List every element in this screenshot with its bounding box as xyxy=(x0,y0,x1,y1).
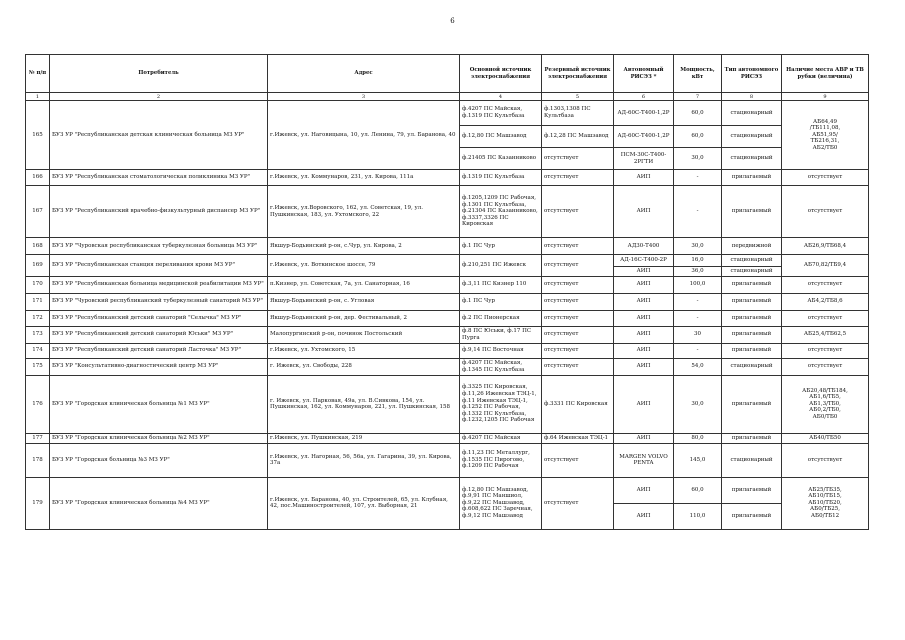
row-number: 175 xyxy=(26,358,50,375)
dock-cell: АБ26,9/ТБ68,4 xyxy=(782,238,869,255)
main-source-cell: ф.4207 ПС Майская xyxy=(460,433,542,443)
power-cell: 100,0 xyxy=(674,276,722,293)
autonomous-cell: MARGEN VOLVO PENTA xyxy=(614,443,674,477)
type-cell: прилагаемый xyxy=(722,170,782,186)
type-cell: прилагаемый xyxy=(722,343,782,358)
power-cell: 145,0 xyxy=(674,443,722,477)
autonomous-cell: АИП xyxy=(614,358,674,375)
address-cell: г.Ижевск, ул. Наговицына, 10, ул. Ленина, 79, ул. Баранова, 40 xyxy=(268,101,460,170)
power-cell: 60,0 xyxy=(674,126,722,148)
address-cell: Якшур-Бодьинский р-он, дер. Фестивальный, 2 xyxy=(268,310,460,326)
reserve-source-cell: ф.64 Ижевская ТЭЦ-1 xyxy=(542,433,614,443)
main-source-cell: ф.8 ПС Юськи, ф.17 ПС Пурга xyxy=(460,326,542,343)
type-cell: прилагаемый xyxy=(722,310,782,326)
main-source-cell: ф.1319 ПС Культбаза xyxy=(460,170,542,186)
reserve-source-cell: отсутствует xyxy=(542,343,614,358)
power-cell: 110,0 xyxy=(674,503,722,529)
reserve-source-cell: отсутствует xyxy=(542,310,614,326)
address-cell: Якшур-Бодьинский р-он, с. Угловая xyxy=(268,293,460,310)
main-source-cell: ф.1205,1209 ПС Рабочая, ф.1301 ПС Культбаза, ф.21304 ПС Казанниково, ф.3337,3326 ПС Кировская xyxy=(460,186,542,238)
autonomous-cell: ПСМ-30С-Т400-2РГТИ xyxy=(614,148,674,170)
dock-cell: АБ25,4/ТБ62,5 xyxy=(782,326,869,343)
power-cell: - xyxy=(674,310,722,326)
main-source-cell: ф.1 ПС Чур xyxy=(460,293,542,310)
main-source-cell: ф.1 ПС Чур xyxy=(460,238,542,255)
type-cell: прилагаемый xyxy=(722,276,782,293)
reserve-source-cell: отсутствует xyxy=(542,443,614,477)
reserve-source-cell: отсутствует xyxy=(542,186,614,238)
table-row xyxy=(26,170,869,186)
row-number: 169 xyxy=(26,255,50,277)
column-number: 3 xyxy=(268,93,460,101)
reserve-source-cell: отсутствует xyxy=(542,477,614,529)
main-source-cell: ф.11,23 ПС Металлург, ф.1535 ПС Пирогово, ф.1209 ПС Рабочая xyxy=(460,443,542,477)
header-reserve-source: Резервный источник электроснабжения xyxy=(542,55,614,93)
type-cell: прилагаемый xyxy=(722,433,782,443)
reserve-source-cell: отсутствует xyxy=(542,170,614,186)
consumer-cell: БУЗ УР "Чуровская республиканская туберкулезная больница МЗ УР" xyxy=(50,238,268,255)
column-number-row xyxy=(26,93,869,101)
type-cell: стационарный xyxy=(722,126,782,148)
autonomous-cell: АИП xyxy=(614,267,674,277)
reserve-source-cell: ф.12,28 ПС Машзавод xyxy=(542,126,614,148)
dock-cell: АБ20,48/ТБ184, АБ1,6/ТБ5, АБ1,3/ТБ0, АБ0,2/ТБ0, АБ0/ТБ0 xyxy=(782,375,869,433)
power-cell: 30,0 xyxy=(674,148,722,170)
row-number: 170 xyxy=(26,276,50,293)
autonomous-cell: АИП xyxy=(614,503,674,529)
power-cell: 60,0 xyxy=(674,101,722,126)
address-cell: г. Ижевск, ул. Парковая, 49а, ул. В.Сивкова, 154, ул. Пушкинская, 162, ул. Коммунаров, 221, ул. Пушкинская, 158 xyxy=(268,375,460,433)
type-cell: прилагаемый xyxy=(722,375,782,433)
header-consumer: Потребитель xyxy=(50,55,268,93)
main-source-cell: ф.3,11 ПС Кизнер 110 xyxy=(460,276,542,293)
reserve-source-cell: отсутствует xyxy=(542,293,614,310)
reserve-source-cell: отсутствует xyxy=(542,148,614,170)
table-row xyxy=(26,477,869,503)
autonomous-cell: АИП xyxy=(614,293,674,310)
column-number: 7 xyxy=(674,93,722,101)
column-number: 1 xyxy=(26,93,50,101)
type-cell: стационарный xyxy=(722,443,782,477)
main-source-cell: ф.2 ПС Пионерская xyxy=(460,310,542,326)
page-number: 6 xyxy=(450,17,455,25)
power-cell: 30 xyxy=(674,326,722,343)
power-cell: 30,0 xyxy=(674,238,722,255)
power-cell: - xyxy=(674,186,722,238)
row-number: 177 xyxy=(26,433,50,443)
header-autonomous: Автономный РИСЭЗ * xyxy=(614,55,674,93)
power-cell: 30,0 xyxy=(674,375,722,433)
autonomous-cell: АИП xyxy=(614,477,674,503)
row-number: 178 xyxy=(26,443,50,477)
row-number: 179 xyxy=(26,477,50,529)
header-type: Тип автономного РИСЭЗ xyxy=(722,55,782,93)
address-cell: г.Ижевск, ул. Воткинское шоссе, 79 xyxy=(268,255,460,277)
table-row xyxy=(26,358,869,375)
header-main-source: Основной источник электроснабжения xyxy=(460,55,542,93)
dock-cell: отсутствует xyxy=(782,443,869,477)
dock-cell: отсутствует xyxy=(782,170,869,186)
main-source-cell: ф.4207 ПС Майская, ф.1345 ПС Культбаза xyxy=(460,358,542,375)
autonomous-cell: АИП xyxy=(614,170,674,186)
table-row xyxy=(26,186,869,238)
power-cell: 36,0 xyxy=(674,267,722,277)
power-cell: - xyxy=(674,343,722,358)
row-number: 173 xyxy=(26,326,50,343)
reserve-source-cell: отсутствует xyxy=(542,238,614,255)
type-cell: стационарный xyxy=(722,358,782,375)
main-source-cell: ф.9,14 ПС Восточная xyxy=(460,343,542,358)
table-row xyxy=(26,255,869,267)
power-cell: 80,0 xyxy=(674,433,722,443)
column-number: 6 xyxy=(614,93,674,101)
address-cell: г. Ижевск, ул. Свободы, 228 xyxy=(268,358,460,375)
address-cell: г.Ижевск, ул.Воровского, 162, ул. Советская, 19, ул. Пушкинская, 183, ул. Ухтомского, 22 xyxy=(268,186,460,238)
address-cell: Якшур-Бодьинский р-он, с.Чур, ул. Кирова, 2 xyxy=(268,238,460,255)
type-cell: прилагаемый xyxy=(722,503,782,529)
consumer-cell: БУЗ УР "Консультативно-диагностический центр МЗ УР" xyxy=(50,358,268,375)
autonomous-cell: АД-16С-Т400-2Р xyxy=(614,255,674,267)
consumer-cell: БУЗ УР "Городская больница №3 МЗ УР" xyxy=(50,443,268,477)
autonomous-cell: АИП xyxy=(614,433,674,443)
row-number: 165 xyxy=(26,101,50,170)
header-address: Адрес xyxy=(268,55,460,93)
type-cell: прилагаемый xyxy=(722,326,782,343)
address-cell: г.Ижевск, ул. Нагорная, 56, 56а, ул. Гагарина, 39, ул. Кирова, 37а xyxy=(268,443,460,477)
consumer-cell: БУЗ УР "Республиканская станция переливания крови МЗ УР" xyxy=(50,255,268,277)
address-cell: г.Ижевск, ул. Пушкинская, 219 xyxy=(268,433,460,443)
type-cell: стационарный xyxy=(722,101,782,126)
consumer-cell: БУЗ УР "Республиканская стоматологическая поликлиника МЗ УР" xyxy=(50,170,268,186)
dock-cell: отсутствует xyxy=(782,343,869,358)
dock-cell: АБ40/ТБ50 xyxy=(782,433,869,443)
dock-cell: отсутствует xyxy=(782,358,869,375)
dock-cell: АБ70,82/ТБ9,4 xyxy=(782,255,869,277)
autonomous-cell: АД30-Т400 xyxy=(614,238,674,255)
consumer-cell: БУЗ УР "Республиканский детский санаторий Ласточка" МЗ УР" xyxy=(50,343,268,358)
column-number: 5 xyxy=(542,93,614,101)
consumer-cell: БУЗ УР "Городская клиническая больница №4 МЗ УР" xyxy=(50,477,268,529)
reserve-source-cell: отсутствует xyxy=(542,255,614,277)
autonomous-cell: АИП xyxy=(614,276,674,293)
reserve-source-cell: ф.3331 ПС Кировская xyxy=(542,375,614,433)
column-number: 2 xyxy=(50,93,268,101)
table-row xyxy=(26,101,869,126)
table-header-row xyxy=(26,55,869,93)
dock-cell: отсутствует xyxy=(782,276,869,293)
row-number: 171 xyxy=(26,293,50,310)
table-row xyxy=(26,238,869,255)
consumer-cell: БУЗ УР "Республиканский врачебно-физкультурный диспансер МЗ УР" xyxy=(50,186,268,238)
row-number: 174 xyxy=(26,343,50,358)
consumer-cell: БУЗ УР "Городская клиническая больница №1 МЗ УР" xyxy=(50,375,268,433)
header-num: № п/п xyxy=(26,55,50,93)
header-dock: Наличие места АВР и ТВ рубки (величина) xyxy=(782,55,869,93)
address-cell: п.Кизнер, ул. Советская, 7а, ул. Санаторная, 16 xyxy=(268,276,460,293)
main-source-cell: ф.210,251 ПС Ижевск xyxy=(460,255,542,277)
autonomous-cell: АИП xyxy=(614,375,674,433)
row-number: 176 xyxy=(26,375,50,433)
table-row xyxy=(26,433,869,443)
consumer-cell: БУЗ УР "Республиканская больница медицинской реабилитации МЗ УР" xyxy=(50,276,268,293)
consumer-cell: БУЗ УР "Республиканский детский санаторий Юськи" МЗ УР" xyxy=(50,326,268,343)
column-number: 4 xyxy=(460,93,542,101)
power-cell: 54,0 xyxy=(674,358,722,375)
address-cell: г.Ижевск, ул. Коммунаров, 231, ул. Кирова, 111а xyxy=(268,170,460,186)
row-number: 167 xyxy=(26,186,50,238)
table-row xyxy=(26,326,869,343)
row-number: 166 xyxy=(26,170,50,186)
address-cell: г.Ижевск, ул. Баранова, 40, ул. Строителей, 65, ул. Клубная, 42, пос.Машиностроителей, 107, ул. Выборная, 21 xyxy=(268,477,460,529)
autonomous-cell: АИП xyxy=(614,343,674,358)
type-cell: стационарный xyxy=(722,255,782,267)
type-cell: стационарный xyxy=(722,267,782,277)
autonomous-cell: АИП xyxy=(614,310,674,326)
main-source-cell: ф.4207 ПС Майская, ф.1319 ПС Культбаза xyxy=(460,101,542,126)
autonomous-cell: АД-60С-Т400-1,2Р xyxy=(614,101,674,126)
power-cell: 60,0 xyxy=(674,477,722,503)
column-number: 8 xyxy=(722,93,782,101)
reserve-source-cell: ф.1303,1308 ПС Культбаза xyxy=(542,101,614,126)
consumer-cell: БУЗ УР "Чуровский республиканский туберкулезный санаторий МЗ УР" xyxy=(50,293,268,310)
reserve-source-cell: отсутствует xyxy=(542,326,614,343)
main-source-cell: ф.12,80 ПС Машзавод xyxy=(460,126,542,148)
dock-cell: отсутствует xyxy=(782,310,869,326)
autonomous-cell: АИП xyxy=(614,186,674,238)
type-cell: прилагаемый xyxy=(722,186,782,238)
type-cell: стационарный xyxy=(722,148,782,170)
consumer-cell: БУЗ УР "Республиканский детский санаторий "Селычка" МЗ УР" xyxy=(50,310,268,326)
consumer-cell: БУЗ УР "Городская клиническая больница №2 МЗ УР" xyxy=(50,433,268,443)
main-source-cell: ф.21405 ПС Казанниково xyxy=(460,148,542,170)
power-cell: - xyxy=(674,170,722,186)
table-row xyxy=(26,343,869,358)
table-row xyxy=(26,293,869,310)
row-number: 168 xyxy=(26,238,50,255)
power-cell: 16,0 xyxy=(674,255,722,267)
energy-sources-table xyxy=(25,54,869,530)
table-row xyxy=(26,443,869,477)
header-power: Мощность, кВт xyxy=(674,55,722,93)
autonomous-cell: АИП xyxy=(614,326,674,343)
dock-cell: отсутствует xyxy=(782,186,869,238)
address-cell: Малопургинский р-он, починок Постольский xyxy=(268,326,460,343)
type-cell: прилагаемый xyxy=(722,293,782,310)
autonomous-cell: АД-60С-Т400-1,2Р xyxy=(614,126,674,148)
dock-cell: АБ4,2/ТБ8,6 xyxy=(782,293,869,310)
table-row xyxy=(26,276,869,293)
main-source-cell: ф.12,80 ПС Машзавод, ф.9,91 ПС Маншиол, ф.9,22 ПС Машзавод, ф.608,622 ПС Заречная, ф.9,12 ПС Машзавод xyxy=(460,477,542,529)
row-number: 172 xyxy=(26,310,50,326)
reserve-source-cell: отсутствует xyxy=(542,358,614,375)
column-number: 9 xyxy=(782,93,869,101)
table-row xyxy=(26,375,869,433)
dock-cell: АБ25/ТБ35, АБ10/ТБ15, АБ10/ТБ20, АБ0/ТБ25, АБ0/ТБ12 xyxy=(782,477,869,529)
table-row xyxy=(26,310,869,326)
main-source-cell: ф.3325 ПС Кировская, ф.11,26 Ижевская ТЭЦ-1, ф.11 Ижевская ТЭЦ-1, ф.1252 ПС Рабочая, ф.1332 ПС Культбаза, ф.1232,1205 ПС Рабочая xyxy=(460,375,542,433)
type-cell: прилагаемый xyxy=(722,477,782,503)
dock-cell: АБ64,49 /ТБ111,08, АБ51,95/ ТБ216,31, АБ2/ТБ0 xyxy=(782,101,869,170)
type-cell: передвижной xyxy=(722,238,782,255)
address-cell: г.Ижевск, ул. Ухтомского, 15 xyxy=(268,343,460,358)
consumer-cell: БУЗ УР "Республиканская детская клиническая больница МЗ УР" xyxy=(50,101,268,170)
reserve-source-cell: отсутствует xyxy=(542,276,614,293)
power-cell: - xyxy=(674,293,722,310)
